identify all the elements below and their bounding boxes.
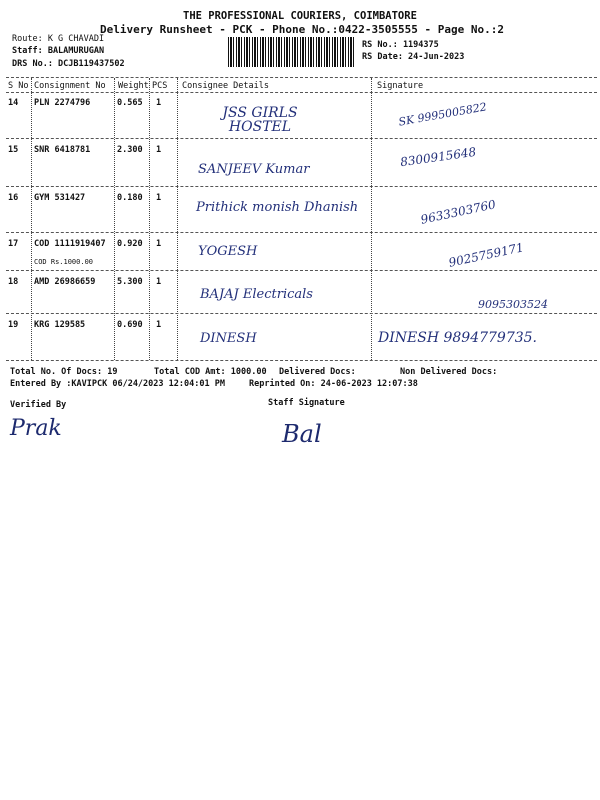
row-consignment: COD 1111919407 bbox=[34, 239, 106, 249]
reprinted-on: Reprinted On: 24-06-2023 12:07:38 bbox=[249, 379, 418, 389]
row-sno: 14 bbox=[8, 98, 19, 108]
divider bbox=[6, 313, 597, 314]
total-cod-amount: Total COD Amt: 1000.00 bbox=[154, 367, 267, 377]
delivered-docs: Delivered Docs: bbox=[279, 367, 356, 377]
row-weight: 2.300 bbox=[117, 145, 143, 155]
row-consignee: YOGESH bbox=[198, 244, 258, 259]
barcode-image bbox=[228, 37, 356, 67]
row-signature: 9025759171 bbox=[447, 240, 525, 270]
row-consignee: JSS GIRLS HOSTEL bbox=[222, 105, 298, 135]
divider bbox=[6, 270, 597, 271]
column-separator bbox=[31, 78, 32, 360]
rs-date: RS Date: 24-Jun-2023 bbox=[362, 52, 465, 62]
divider bbox=[6, 232, 597, 233]
col-consignee: Consignee Details bbox=[182, 81, 269, 91]
col-signature: Signature bbox=[377, 81, 424, 91]
row-consignment: PLN 2274796 bbox=[34, 98, 91, 108]
divider bbox=[6, 138, 597, 139]
divider bbox=[6, 92, 597, 93]
divider bbox=[6, 186, 597, 187]
row-consignment: KRG 129585 bbox=[34, 320, 86, 330]
col-consignment: Consignment No bbox=[34, 81, 106, 91]
row-signature: 9095303524 bbox=[478, 298, 548, 311]
row-weight: 0.690 bbox=[117, 320, 143, 330]
row-sno: 16 bbox=[8, 193, 19, 203]
col-weight: Weight bbox=[118, 81, 149, 91]
row-signature: 8300915648 bbox=[399, 144, 477, 170]
row-sno: 17 bbox=[8, 239, 19, 249]
non-delivered-docs: Non Delivered Docs: bbox=[400, 367, 498, 377]
rs-number: RS No.: 1194375 bbox=[362, 40, 439, 50]
row-weight: 0.920 bbox=[117, 239, 143, 249]
row-consignee: DINESH bbox=[200, 331, 257, 346]
row-consignment: SNR 6418781 bbox=[34, 145, 91, 155]
row-pcs: 1 bbox=[156, 277, 162, 287]
row-pcs: 1 bbox=[156, 98, 162, 108]
row-sno: 18 bbox=[8, 277, 19, 287]
row-signature: 9633303760 bbox=[419, 197, 497, 227]
row-consignee: SANJEEV Kumar bbox=[198, 162, 310, 177]
row-consignment: GYM 531427 bbox=[34, 193, 86, 203]
staff-signature-label: Staff Signature bbox=[268, 398, 345, 408]
cod-amount-note: COD Rs.1000.00 bbox=[34, 258, 94, 266]
row-consignment: AMD 26986659 bbox=[34, 277, 96, 287]
row-weight: 0.180 bbox=[117, 193, 143, 203]
row-signature: SK 9995005822 bbox=[397, 100, 488, 129]
staff-signature: Bal bbox=[282, 420, 322, 448]
divider bbox=[6, 360, 597, 361]
company-title: THE PROFESSIONAL COURIERS, COIMBATORE bbox=[183, 10, 417, 22]
row-pcs: 1 bbox=[156, 193, 162, 203]
column-separator bbox=[114, 78, 115, 360]
verified-by-signature: Prak bbox=[10, 416, 62, 441]
row-weight: 5.300 bbox=[117, 277, 143, 287]
column-separator bbox=[149, 78, 150, 360]
row-pcs: 1 bbox=[156, 239, 162, 249]
row-consignee: BAJAJ Electricals bbox=[200, 287, 313, 302]
row-pcs: 1 bbox=[156, 320, 162, 330]
column-separator bbox=[177, 78, 178, 360]
row-consignee: Prithick monish Dhanish bbox=[196, 200, 359, 215]
drs-label: DRS No.: DCJB119437502 bbox=[12, 59, 125, 69]
staff-label: Staff: BALAMURUGAN bbox=[12, 46, 105, 56]
col-sno: S No bbox=[8, 81, 29, 91]
divider bbox=[6, 77, 597, 78]
total-docs: Total No. Of Docs: 19 bbox=[10, 367, 118, 377]
runsheet-title: Delivery Runsheet - PCK - Phone No.:0422-3505555 - Page No.:2 bbox=[100, 23, 504, 36]
col-pcs: PCS bbox=[152, 81, 168, 91]
row-weight: 0.565 bbox=[117, 98, 143, 108]
row-pcs: 1 bbox=[156, 145, 162, 155]
entered-by: Entered By :KAVIPCK 06/24/2023 12:04:01 PM bbox=[10, 379, 225, 389]
route-label: Route: K G CHAVADI bbox=[12, 34, 105, 44]
row-sno: 15 bbox=[8, 145, 19, 155]
row-signature: DINESH 9894779735. bbox=[378, 330, 537, 346]
verified-by-label: Verified By bbox=[10, 400, 67, 410]
column-separator bbox=[371, 78, 372, 360]
row-sno: 19 bbox=[8, 320, 19, 330]
